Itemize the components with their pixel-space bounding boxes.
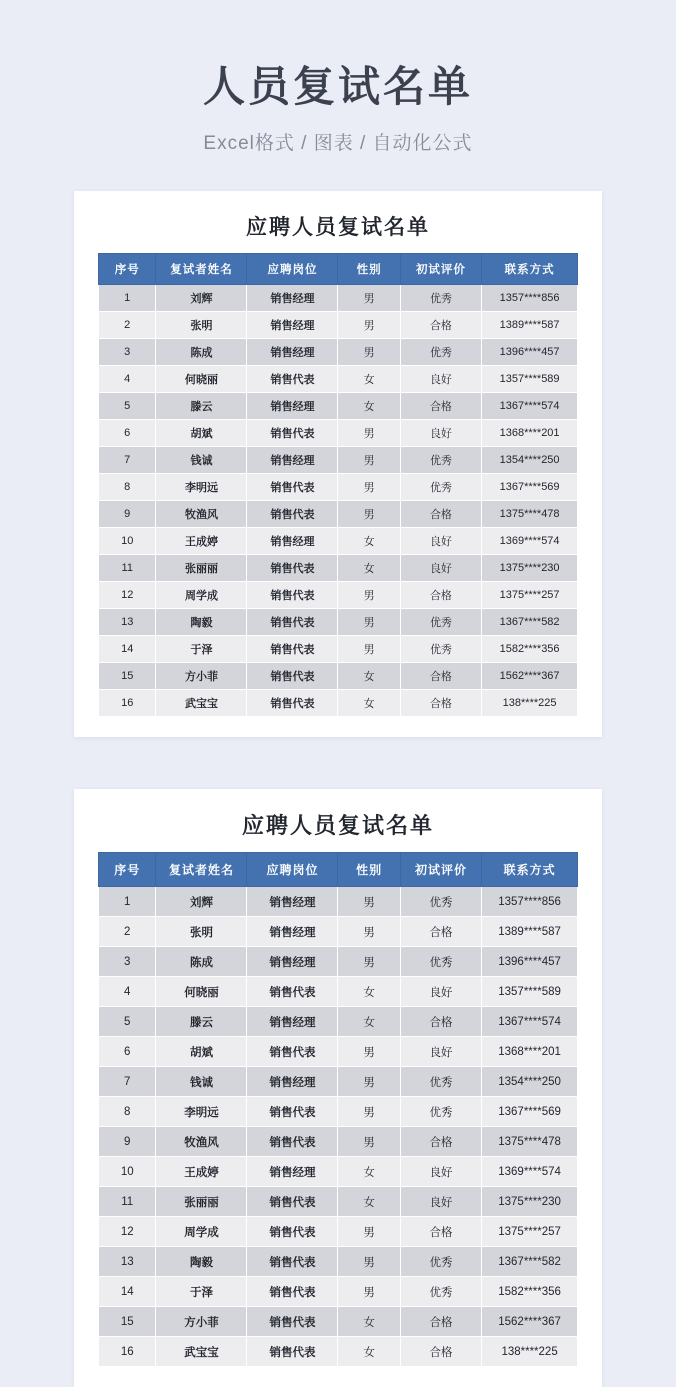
cell-gender: 男 (338, 1037, 400, 1067)
column-header-gender: 性别 (338, 853, 400, 887)
cell-index: 1 (99, 285, 156, 312)
cell-evaluation: 良好 (400, 1157, 481, 1187)
cell-index: 16 (99, 1337, 156, 1367)
table-row (99, 447, 578, 474)
cell-position: 销售代表 (247, 1277, 338, 1307)
cell-evaluation: 合格 (400, 690, 481, 717)
table-row (99, 977, 578, 1007)
cell-position: 销售经理 (247, 447, 338, 474)
cell-gender: 男 (338, 1217, 400, 1247)
cell-contact: 1367****569 (482, 1097, 578, 1127)
cell-position: 销售经理 (247, 1067, 338, 1097)
cell-evaluation: 合格 (400, 1337, 481, 1367)
cell-name: 张丽丽 (156, 1187, 247, 1217)
cell-position: 销售代表 (247, 663, 338, 690)
cell-index: 2 (99, 312, 156, 339)
cell-position: 销售代表 (247, 1307, 338, 1337)
cell-name: 周学成 (156, 582, 247, 609)
cell-position: 销售代表 (247, 1127, 338, 1157)
cell-contact: 1367****569 (482, 474, 578, 501)
cell-index: 8 (99, 1097, 156, 1127)
cell-index: 14 (99, 636, 156, 663)
cell-evaluation: 优秀 (400, 609, 481, 636)
cell-position: 销售代表 (247, 1097, 338, 1127)
cell-contact: 1375****257 (482, 1217, 578, 1247)
cell-position: 销售经理 (247, 1007, 338, 1037)
table-row (99, 636, 578, 663)
cell-name: 陈成 (156, 947, 247, 977)
table-row (99, 1247, 578, 1277)
cell-name: 武宝宝 (156, 690, 247, 717)
cell-name: 方小菲 (156, 663, 247, 690)
cell-evaluation: 优秀 (400, 887, 481, 917)
cell-contact: 1375****478 (482, 501, 578, 528)
cell-gender: 女 (338, 1337, 400, 1367)
cell-evaluation: 合格 (400, 917, 481, 947)
cell-evaluation: 优秀 (400, 474, 481, 501)
cell-evaluation: 合格 (400, 393, 481, 420)
cell-index: 9 (99, 501, 156, 528)
cell-evaluation: 优秀 (400, 1247, 481, 1277)
cell-position: 销售代表 (247, 609, 338, 636)
cell-gender: 男 (338, 609, 400, 636)
cell-position: 销售经理 (247, 393, 338, 420)
table-row (99, 285, 578, 312)
cell-contact: 1367****574 (482, 393, 578, 420)
cell-name: 李明远 (156, 1097, 247, 1127)
column-header-position: 应聘岗位 (247, 254, 338, 285)
cell-name: 刘辉 (156, 285, 247, 312)
cell-gender: 男 (338, 947, 400, 977)
cell-gender: 男 (338, 582, 400, 609)
cell-position: 销售代表 (247, 1037, 338, 1067)
table-header-row (99, 254, 578, 285)
column-header-name: 复试者姓名 (156, 254, 247, 285)
cell-index: 2 (99, 917, 156, 947)
preview-card-top (74, 191, 602, 737)
table-row (99, 1157, 578, 1187)
cell-index: 13 (99, 609, 156, 636)
cell-gender: 女 (338, 1307, 400, 1337)
cell-gender: 男 (338, 1127, 400, 1157)
table-body (99, 887, 578, 1367)
cell-contact: 1375****230 (482, 555, 578, 582)
table-row (99, 663, 578, 690)
cell-gender: 男 (338, 285, 400, 312)
cell-evaluation: 优秀 (400, 285, 481, 312)
cell-contact: 1357****589 (482, 977, 578, 1007)
cell-index: 5 (99, 1007, 156, 1037)
cell-index: 8 (99, 474, 156, 501)
cell-gender: 男 (338, 887, 400, 917)
cell-evaluation: 优秀 (400, 1097, 481, 1127)
cell-index: 6 (99, 1037, 156, 1067)
cell-contact: 1368****201 (482, 1037, 578, 1067)
cell-index: 5 (99, 393, 156, 420)
hero-section (0, 0, 676, 155)
column-header-evaluation: 初试评价 (400, 853, 481, 887)
cell-contact: 1562****367 (482, 1307, 578, 1337)
table-row (99, 1337, 578, 1367)
cell-name: 牧渔风 (156, 501, 247, 528)
cell-contact: 1369****574 (482, 528, 578, 555)
cell-contact: 1375****230 (482, 1187, 578, 1217)
column-header-contact: 联系方式 (482, 254, 578, 285)
table-row (99, 366, 578, 393)
cell-name: 陈成 (156, 339, 247, 366)
cell-name: 陶毅 (156, 1247, 247, 1277)
table-row (99, 420, 578, 447)
cell-gender: 女 (338, 1007, 400, 1037)
column-header-evaluation: 初试评价 (400, 254, 481, 285)
column-header-gender: 性别 (338, 254, 400, 285)
cell-index: 9 (99, 1127, 156, 1157)
table-header (99, 853, 578, 887)
cell-evaluation: 良好 (400, 1037, 481, 1067)
cell-contact: 1367****582 (482, 609, 578, 636)
cell-position: 销售代表 (247, 501, 338, 528)
cell-name: 胡斌 (156, 1037, 247, 1067)
cell-evaluation: 良好 (400, 1187, 481, 1217)
cell-position: 销售经理 (247, 887, 338, 917)
table-row (99, 1187, 578, 1217)
cell-index: 13 (99, 1247, 156, 1277)
cell-index: 15 (99, 663, 156, 690)
cell-evaluation: 良好 (400, 528, 481, 555)
cell-evaluation: 良好 (400, 366, 481, 393)
cell-gender: 女 (338, 393, 400, 420)
cell-position: 销售代表 (247, 977, 338, 1007)
cell-name: 胡斌 (156, 420, 247, 447)
cell-name: 武宝宝 (156, 1337, 247, 1367)
cell-name: 何晓丽 (156, 977, 247, 1007)
cell-name: 李明远 (156, 474, 247, 501)
cell-position: 销售代表 (247, 366, 338, 393)
table-row (99, 690, 578, 717)
cell-name: 张丽丽 (156, 555, 247, 582)
cell-evaluation: 合格 (400, 663, 481, 690)
cell-contact: 138****225 (482, 1337, 578, 1367)
cell-name: 王成婷 (156, 1157, 247, 1187)
cell-gender: 女 (338, 555, 400, 582)
table-row (99, 1217, 578, 1247)
table-title: 应聘人员复试名单 (241, 813, 434, 839)
table-row (99, 1067, 578, 1097)
cell-contact: 1357****589 (482, 366, 578, 393)
column-header-index: 序号 (99, 254, 156, 285)
cell-contact: 1562****367 (482, 663, 578, 690)
cell-gender: 女 (338, 1187, 400, 1217)
cell-index: 1 (99, 887, 156, 917)
cell-index: 3 (99, 339, 156, 366)
cell-evaluation: 优秀 (400, 947, 481, 977)
cell-evaluation: 优秀 (400, 1277, 481, 1307)
cell-gender: 男 (338, 447, 400, 474)
cell-contact: 1396****457 (482, 339, 578, 366)
cell-contact: 138****225 (482, 690, 578, 717)
cell-evaluation: 优秀 (400, 447, 481, 474)
page-subtitle: Excel格式 / 图表 / 自动化公式 (203, 133, 473, 155)
cell-evaluation: 合格 (400, 1127, 481, 1157)
cell-contact: 1582****356 (482, 636, 578, 663)
cell-evaluation: 良好 (400, 420, 481, 447)
table-row (99, 1277, 578, 1307)
cell-position: 销售代表 (247, 1217, 338, 1247)
cell-evaluation: 优秀 (400, 1067, 481, 1097)
cell-gender: 男 (338, 1277, 400, 1307)
table-row (99, 555, 578, 582)
table-row (99, 474, 578, 501)
cell-index: 12 (99, 582, 156, 609)
cell-position: 销售经理 (247, 917, 338, 947)
candidates-table-top (98, 253, 578, 717)
cell-gender: 男 (338, 1097, 400, 1127)
cell-name: 于泽 (156, 1277, 247, 1307)
table-row (99, 1037, 578, 1067)
cell-gender: 男 (338, 339, 400, 366)
cell-position: 销售代表 (247, 420, 338, 447)
cell-position: 销售经理 (247, 947, 338, 977)
cell-gender: 男 (338, 312, 400, 339)
cell-position: 销售经理 (247, 528, 338, 555)
cell-contact: 1367****574 (482, 1007, 578, 1037)
table-header (99, 254, 578, 285)
cell-index: 12 (99, 1217, 156, 1247)
cell-contact: 1396****457 (482, 947, 578, 977)
cell-index: 11 (99, 1187, 156, 1217)
cell-index: 16 (99, 690, 156, 717)
column-header-name: 复试者姓名 (156, 853, 247, 887)
cell-index: 7 (99, 447, 156, 474)
cell-name: 于泽 (156, 636, 247, 663)
cell-index: 14 (99, 1277, 156, 1307)
table-row (99, 312, 578, 339)
table-row (99, 917, 578, 947)
cell-name: 滕云 (156, 393, 247, 420)
cell-name: 方小菲 (156, 1307, 247, 1337)
cell-evaluation: 良好 (400, 555, 481, 582)
cell-gender: 女 (338, 1157, 400, 1187)
cell-contact: 1375****478 (482, 1127, 578, 1157)
cell-name: 滕云 (156, 1007, 247, 1037)
cell-contact: 1369****574 (482, 1157, 578, 1187)
cell-position: 销售代表 (247, 636, 338, 663)
table-row (99, 339, 578, 366)
table-row (99, 1127, 578, 1157)
cell-index: 10 (99, 528, 156, 555)
cell-gender: 女 (338, 977, 400, 1007)
table-row (99, 1007, 578, 1037)
cell-contact: 1368****201 (482, 420, 578, 447)
table-row (99, 528, 578, 555)
cell-index: 10 (99, 1157, 156, 1187)
cell-contact: 1357****856 (482, 887, 578, 917)
table-row (99, 393, 578, 420)
table-row (99, 887, 578, 917)
cell-evaluation: 合格 (400, 1007, 481, 1037)
cell-index: 6 (99, 420, 156, 447)
column-header-contact: 联系方式 (482, 853, 578, 887)
cell-contact: 1582****356 (482, 1277, 578, 1307)
cell-gender: 女 (338, 690, 400, 717)
preview-card-bottom (74, 789, 602, 1387)
table-body (99, 285, 578, 717)
table-row (99, 501, 578, 528)
cell-index: 4 (99, 366, 156, 393)
cell-evaluation: 优秀 (400, 339, 481, 366)
cell-position: 销售代表 (247, 474, 338, 501)
table-row (99, 947, 578, 977)
cell-gender: 男 (338, 501, 400, 528)
table-row (99, 582, 578, 609)
cell-position: 销售经理 (247, 339, 338, 366)
cell-gender: 男 (338, 917, 400, 947)
cell-evaluation: 合格 (400, 501, 481, 528)
cell-position: 销售代表 (247, 1187, 338, 1217)
cell-evaluation: 良好 (400, 977, 481, 1007)
cell-name: 陶毅 (156, 609, 247, 636)
cell-contact: 1367****582 (482, 1247, 578, 1277)
cell-name: 周学成 (156, 1217, 247, 1247)
cell-contact: 1389****587 (482, 312, 578, 339)
cell-gender: 女 (338, 366, 400, 393)
table-row (99, 609, 578, 636)
column-header-index: 序号 (99, 853, 156, 887)
cell-position: 销售经理 (247, 285, 338, 312)
cell-index: 7 (99, 1067, 156, 1097)
cell-evaluation: 合格 (400, 312, 481, 339)
cell-gender: 男 (338, 474, 400, 501)
cell-evaluation: 优秀 (400, 636, 481, 663)
candidates-table-bottom (98, 852, 578, 1367)
cell-name: 何晓丽 (156, 366, 247, 393)
cell-index: 15 (99, 1307, 156, 1337)
column-header-position: 应聘岗位 (247, 853, 338, 887)
cell-contact: 1375****257 (482, 582, 578, 609)
table-header-row (99, 853, 578, 887)
cell-position: 销售经理 (247, 312, 338, 339)
cell-gender: 女 (338, 528, 400, 555)
cell-contact: 1354****250 (482, 447, 578, 474)
cell-gender: 女 (338, 663, 400, 690)
cell-name: 张明 (156, 312, 247, 339)
cell-name: 刘辉 (156, 887, 247, 917)
cell-index: 3 (99, 947, 156, 977)
cell-evaluation: 合格 (400, 1217, 481, 1247)
table-title: 应聘人员复试名单 (246, 216, 430, 240)
cell-evaluation: 合格 (400, 1307, 481, 1337)
cell-gender: 男 (338, 1067, 400, 1097)
cell-name: 牧渔风 (156, 1127, 247, 1157)
cell-name: 张明 (156, 917, 247, 947)
cell-name: 王成婷 (156, 528, 247, 555)
cell-position: 销售经理 (247, 1157, 338, 1187)
page-title: 人员复试名单 (202, 63, 473, 110)
cell-gender: 男 (338, 420, 400, 447)
cell-gender: 男 (338, 636, 400, 663)
cell-position: 销售代表 (247, 555, 338, 582)
cell-index: 11 (99, 555, 156, 582)
cell-gender: 男 (338, 1247, 400, 1277)
cell-name: 钱诚 (156, 447, 247, 474)
cell-position: 销售代表 (247, 582, 338, 609)
cell-evaluation: 合格 (400, 582, 481, 609)
table-row (99, 1307, 578, 1337)
cell-contact: 1357****856 (482, 285, 578, 312)
cell-position: 销售代表 (247, 1337, 338, 1367)
cell-index: 4 (99, 977, 156, 1007)
cell-position: 销售代表 (247, 1247, 338, 1277)
table-row (99, 1097, 578, 1127)
cell-position: 销售代表 (247, 690, 338, 717)
cell-contact: 1354****250 (482, 1067, 578, 1097)
cell-contact: 1389****587 (482, 917, 578, 947)
cell-name: 钱诚 (156, 1067, 247, 1097)
